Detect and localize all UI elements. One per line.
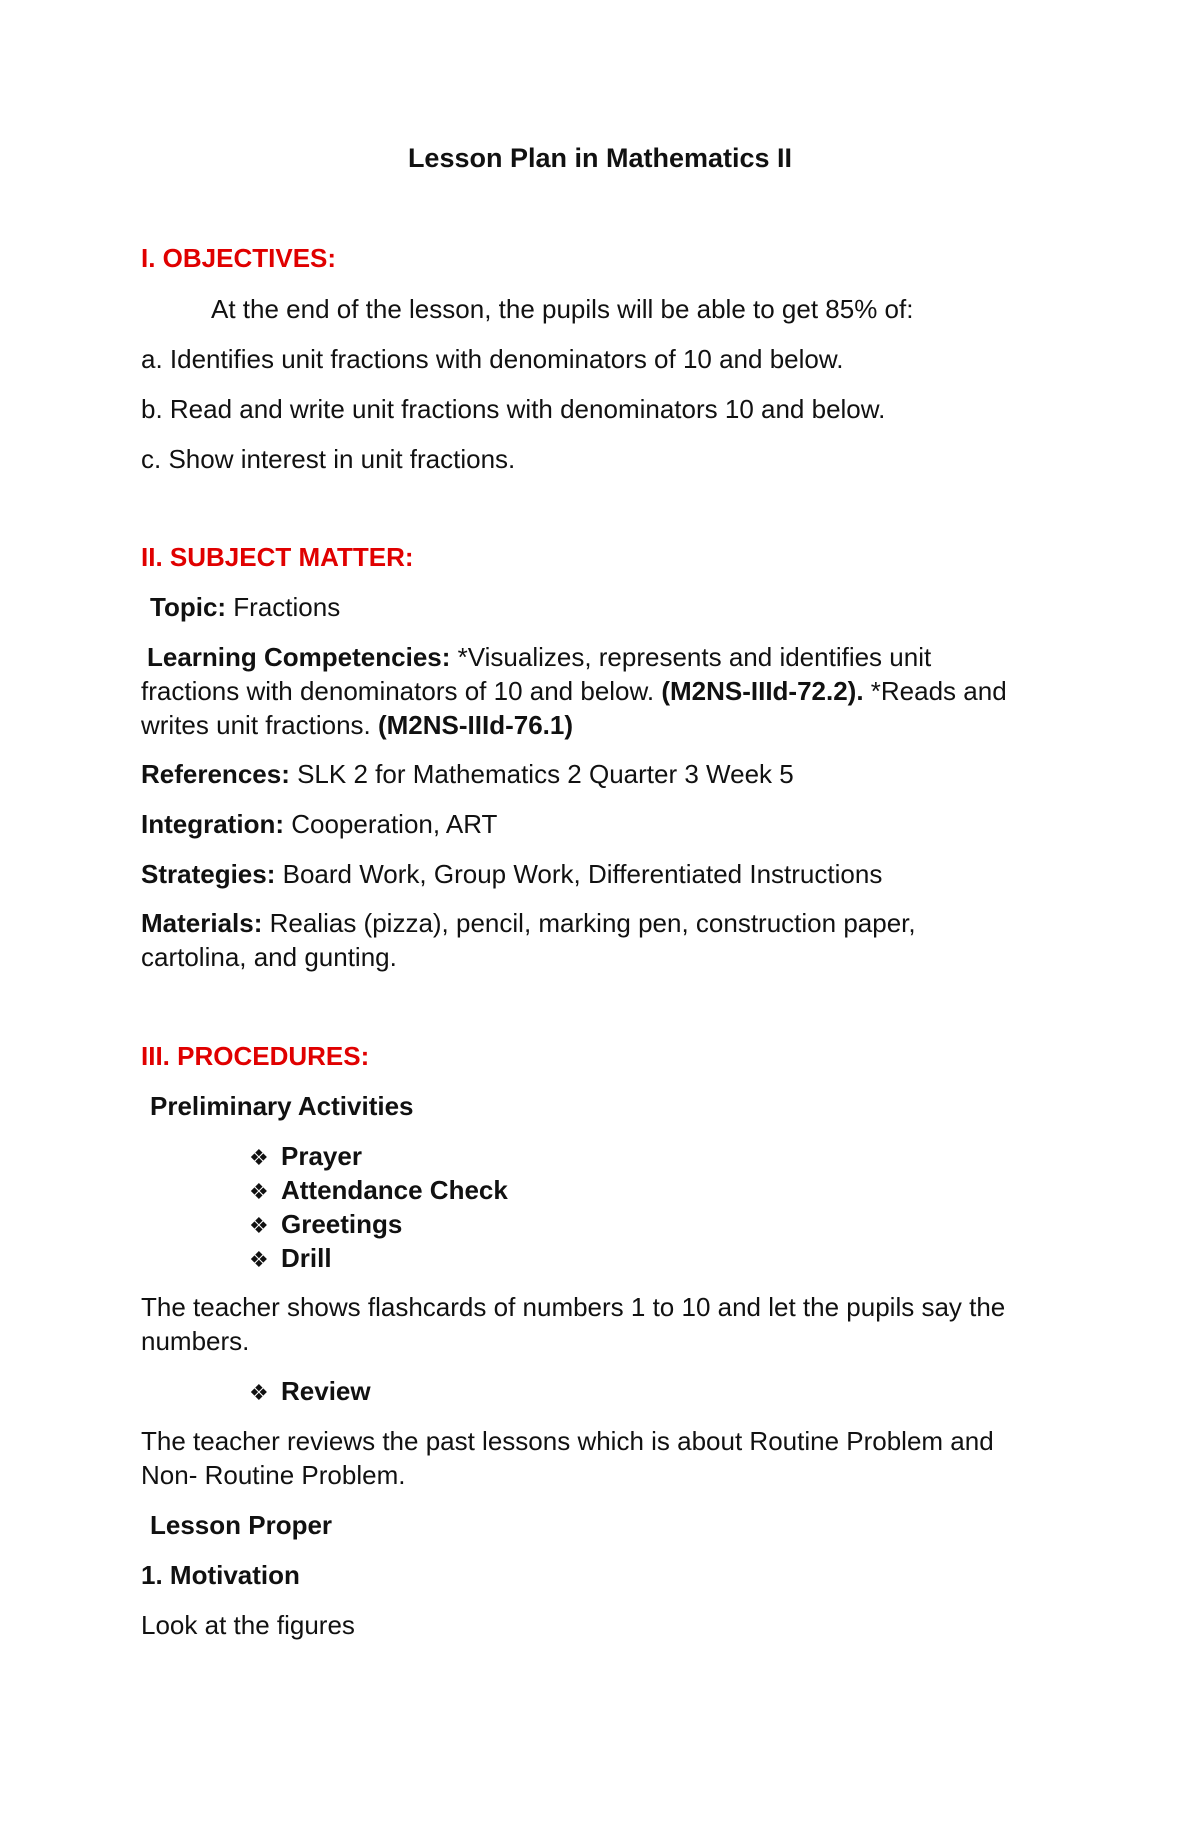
bullet-item-attendance [249,1173,508,1209]
competency-code-1: (M2NS-IIId-72.2). [661,676,864,706]
bullet-item-prayer [249,1139,362,1175]
drill-description-line-2: numbers. [141,1326,250,1356]
diamond-bullet-icon: ❖ [249,1380,269,1405]
materials-line-2: cartolina, and gunting. [141,942,397,972]
bullet-label: Prayer [281,1141,362,1171]
topic-label: Topic: [150,592,227,622]
diamond-bullet-icon: ❖ [249,1145,269,1170]
competencies-line-1 [147,640,931,674]
references-value: SLK 2 for Mathematics 2 Quarter 3 Week 5 [289,759,794,789]
bullet-label: Review [281,1376,371,1406]
strategies-value: Board Work, Group Work, Differentiated Instructions [275,859,883,889]
materials-line-1 [141,906,916,940]
review-description-line-2: Non- Routine Problem. [141,1460,406,1490]
competencies-text-2b: *Reads and [863,676,1007,706]
bullet-item-drill [249,1241,332,1277]
competencies-line-3 [141,708,573,742]
competencies-label: Learning Competencies: [147,642,451,672]
integration-line [141,807,497,841]
bullet-label: Attendance Check [281,1175,508,1205]
bullet-item-greetings [249,1207,402,1243]
lesson-proper-label: Lesson Proper [150,1510,333,1540]
bullet-item-review [249,1374,371,1410]
topic-value: Fractions [226,592,341,622]
integration-label: Integration: [141,809,284,839]
page-title: Lesson Plan in Mathematics II [407,143,793,173]
motivation-text: Look at the figures [141,1610,355,1640]
procedures-heading: III. PROCEDURES: [141,1041,370,1071]
competency-code-2: (M2NS-IIId-76.1) [377,710,574,740]
bullet-label: Drill [281,1243,332,1273]
strategies-line [141,857,882,891]
objective-item: a. Identifies unit fractions with denominators of 10 and below. [141,344,844,374]
diamond-bullet-icon: ❖ [249,1213,269,1238]
competencies-text-1: *Visualizes, represents and identifies unit [450,642,932,672]
preliminary-activities-label: Preliminary Activities [150,1091,414,1121]
bullet-label: Greetings [281,1209,403,1239]
objectives-heading: I. OBJECTIVES: [141,243,337,273]
materials-label: Materials: [141,908,263,938]
topic-line [150,590,340,624]
references-line [141,757,794,791]
diamond-bullet-icon: ❖ [249,1179,269,1204]
diamond-bullet-icon: ❖ [249,1247,269,1272]
subject-matter-heading: II. SUBJECT MATTER: [141,542,414,572]
strategies-label: Strategies: [141,859,276,889]
materials-value-1: Realias (pizza), pencil, marking pen, construction paper, [262,908,916,938]
drill-description-line-1: The teacher shows flashcards of numbers 1 to 10 and let the pupils say the [141,1292,1006,1322]
competencies-text-2a: fractions with denominators of 10 and below. [141,676,662,706]
review-description-line-1: The teacher reviews the past lessons which is about Routine Problem and [141,1426,994,1456]
objectives-intro: At the end of the lesson, the pupils will be able to get 85% of: [211,294,914,324]
integration-value: Cooperation, ART [284,809,498,839]
objective-item: c. Show interest in unit fractions. [141,444,516,474]
competencies-text-3a: writes unit fractions. [141,710,378,740]
references-label: References: [141,759,290,789]
competencies-line-2 [141,674,1007,708]
objective-item: b. Read and write unit fractions with denominators 10 and below. [141,394,886,424]
motivation-label: 1. Motivation [141,1560,300,1590]
